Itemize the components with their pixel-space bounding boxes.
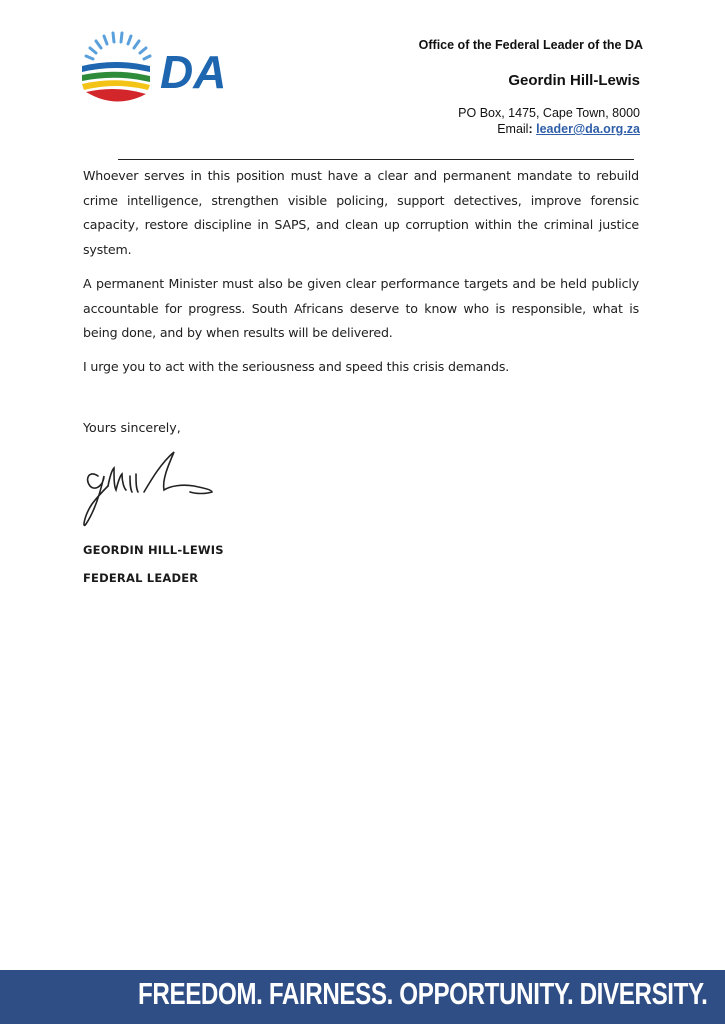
email-label: Email — [497, 122, 529, 136]
logo-text: DA — [160, 46, 227, 98]
signature-image — [78, 446, 218, 534]
da-logo — [76, 28, 252, 110]
postal-address: PO Box, 1475, Cape Town, 8000 — [458, 106, 640, 120]
footer-slogan: FREEDOM. FAIRNESS. OPPORTUNITY. DIVERSITY. — [138, 976, 708, 1011]
office-title: Office of the Federal Leader of the DA — [418, 38, 643, 52]
email-line — [497, 122, 640, 136]
paragraph: I urge you to act with the seriousness and speed this crisis demands. — [83, 358, 510, 374]
da-logo-icon — [76, 28, 252, 110]
email-link[interactable]: leader@da.org.za — [536, 122, 640, 136]
signatory-name: GEORDIN HILL-LEWIS — [83, 543, 224, 557]
email-colon: : — [528, 122, 533, 136]
leader-name: Geordin Hill-Lewis — [508, 72, 640, 89]
signatory-title: FEDERAL LEADER — [83, 571, 199, 585]
paragraph: Whoever serves in this position must have a clear and permanent mandate to rebuild crime intelligence, strengthen visible policing, support detectives, improve forensic capacity, restore discipline in SAPS, and clean up corruption within the criminal justice system. — [83, 168, 639, 257]
paragraph: A permanent Minister must also be given clear performance targets and be held publicly accountable for progress. South Africans deserve to know who is responsible, what is being done, and by when results will be delivered. — [83, 276, 639, 340]
letter-body — [83, 164, 639, 388]
signature — [78, 446, 218, 534]
closing-salutation: Yours sincerely, — [83, 420, 181, 435]
header-divider — [118, 159, 634, 160]
